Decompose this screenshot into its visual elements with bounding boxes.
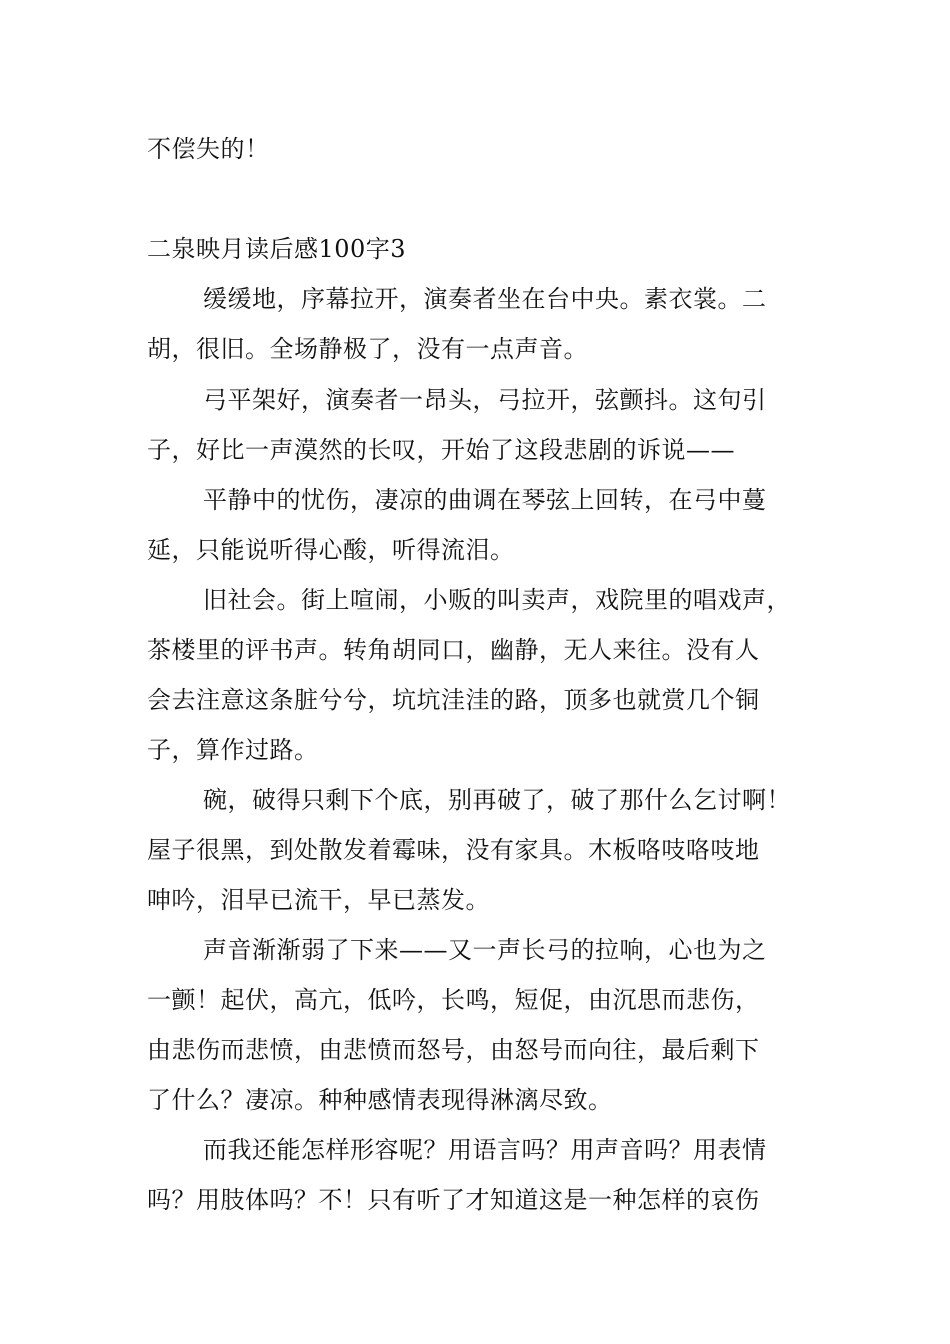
paragraph-6-line-4: 了什么？凄凉。种种感情表现得淋漓尽致。: [147, 1086, 613, 1114]
paragraph-3-line-2: 延，只能说听得心酸，听得流泪。: [147, 536, 515, 564]
paragraph-2-line-1: 弓平架好，演奏者一昂头，弓拉开，弦颤抖。这句引: [203, 386, 767, 414]
paragraph-5-line-1: 碗，破得只剩下个底，别再破了，破了那什么乞讨啊！: [203, 786, 791, 814]
paragraph-6-line-1: 声音渐渐弱了下来——又一声长弓的拉响，心也为之: [203, 936, 767, 964]
paragraph-6-line-2: 一颤！起伏，高亢，低吟，长鸣，短促，由沉思而悲伤，: [147, 986, 760, 1014]
paragraph-6-line-3: 由悲伤而悲愤，由悲愤而怒号，由怒号而向往，最后剩下: [147, 1036, 760, 1064]
paragraph-5-line-3: 呻吟，泪早已流干，早已蒸发。: [147, 886, 490, 914]
paragraph-5-line-2: 屋子很黑，到处散发着霉味，没有家具。木板咯吱咯吱地: [147, 836, 760, 864]
continuation-line: 不偿失的！: [147, 135, 270, 163]
paragraph-4-line-2: 茶楼里的评书声。转角胡同口，幽静，无人来往。没有人: [147, 636, 760, 664]
paragraph-4-line-3: 会去注意这条脏兮兮，坑坑洼洼的路，顶多也就赏几个铜: [147, 686, 760, 714]
paragraph-4-line-1: 旧社会。街上喧闹，小贩的叫卖声，戏院里的唱戏声，: [203, 586, 791, 614]
paragraph-4-line-4: 子，算作过路。: [147, 736, 319, 764]
paragraph-7-line-1: 而我还能怎样形容呢？用语言吗？用声音吗？用表情: [203, 1136, 767, 1164]
document-text: [147, 0, 837, 1344]
paragraph-1-line-1: 缓缓地，序幕拉开，演奏者坐在台中央。素衣裳。二: [203, 285, 767, 313]
paragraph-3-line-1: 平静中的忧伤，凄凉的曲调在琴弦上回转，在弓中蔓: [203, 486, 767, 514]
paragraph-7-line-2: 吗？用肢体吗？不！只有听了才知道这是一种怎样的哀伤: [147, 1186, 760, 1214]
section-title: 二泉映月读后感100字3: [147, 235, 407, 263]
paragraph-1-line-2: 胡，很旧。全场静极了，没有一点声音。: [147, 335, 588, 363]
paragraph-2-line-2: 子，好比一声漠然的长叹，开始了这段悲剧的诉说——: [147, 436, 735, 464]
